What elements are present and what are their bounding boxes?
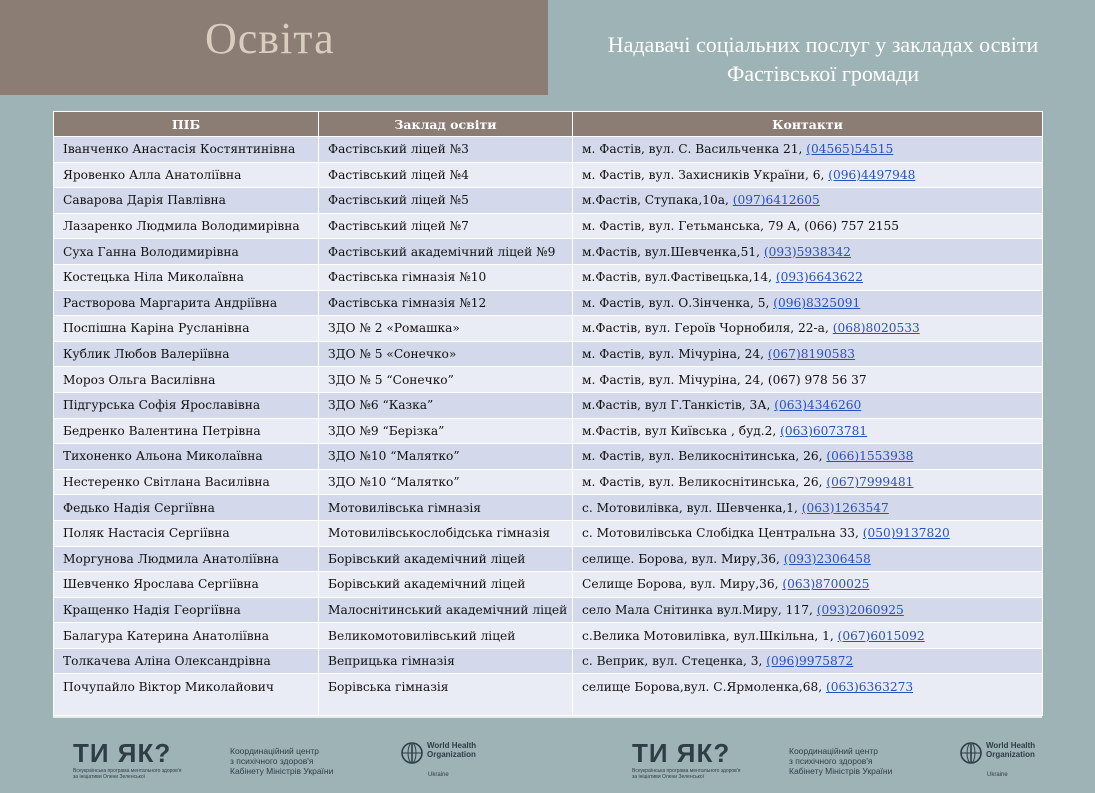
cell-name: Яровенко Алла Анатоліївна — [54, 162, 319, 188]
cell-contacts — [573, 623, 1043, 649]
cell-name: Поляк Настасія Сергіївна — [54, 520, 319, 546]
who-text — [986, 741, 1046, 759]
table-row — [54, 137, 1043, 163]
header-banner — [0, 0, 548, 95]
coord-line-3: Кабінету Міністрів України — [230, 766, 334, 776]
cell-name: Лазаренко Людмила Володимирівна — [54, 213, 319, 239]
table-row — [54, 316, 1043, 342]
table-row — [54, 213, 1043, 239]
subtitle-line-1: Надавачі соціальних послуг у закладах освіти — [607, 32, 1039, 57]
coord-center-logo — [789, 746, 919, 776]
cell-name: Поспішна Каріна Русланівна — [54, 316, 319, 342]
cell-name: Костецька Ніла Миколаївна — [54, 264, 319, 290]
cell-school: ЗДО №10 “Малятко” — [319, 444, 573, 470]
phone-link[interactable]: (096)4497948 — [828, 167, 916, 182]
table-row — [54, 290, 1043, 316]
cell-contacts — [573, 418, 1043, 444]
phone-link[interactable]: (067)8190583 — [767, 347, 855, 362]
phone-link[interactable]: (093)6643622 — [775, 270, 863, 285]
providers-table-container — [53, 111, 1042, 718]
table-row — [54, 188, 1043, 214]
cell-contacts — [573, 341, 1043, 367]
cell-school: Фастівська гімназія №12 — [319, 290, 573, 316]
page-subtitle — [558, 30, 1088, 88]
phone-link[interactable]: (063)6363273 — [826, 680, 914, 695]
coord-line-3: Кабінету Міністрів України — [789, 766, 893, 776]
table-row — [54, 469, 1043, 495]
phone-link[interactable]: (063)4346260 — [774, 398, 862, 413]
phone-link[interactable]: (063)8700025 — [782, 577, 870, 592]
who-country: Ukraine — [428, 772, 449, 778]
cell-contacts — [573, 546, 1043, 572]
contact-address: м. Фастів, вул. Мічуріна, 24, (067) 978 56 37 — [582, 372, 867, 387]
cell-contacts — [573, 213, 1043, 239]
cell-name: Растворова Маргарита Андріївна — [54, 290, 319, 316]
phone-link[interactable]: (097)6412605 — [732, 193, 820, 208]
providers-table — [53, 111, 1043, 716]
table-row — [54, 367, 1043, 393]
cell-name: Федько Надія Сергіївна — [54, 495, 319, 521]
contact-address: селище. Борова, вул. Миру,36, — [582, 551, 784, 566]
cell-school: Мотовилівськослобідська гімназія — [319, 520, 573, 546]
contact-address: м. Фастів, вул. Захисників України, 6, — [582, 167, 829, 182]
cell-school: Малоснітинський академічний ліцей — [319, 597, 573, 623]
tiak-logo — [73, 738, 183, 780]
who-logo — [959, 741, 1046, 778]
cell-school: ЗДО № 5 «Сонечко» — [319, 341, 573, 367]
cell-name: Шевченко Ярослава Сергіївна — [54, 572, 319, 598]
cell-contacts — [573, 137, 1043, 163]
cell-contacts — [573, 188, 1043, 214]
cell-school: ЗДО №10 “Малятко” — [319, 469, 573, 495]
table-row — [54, 495, 1043, 521]
cell-contacts — [573, 290, 1043, 316]
cell-contacts — [573, 597, 1043, 623]
contact-address: м.Фастів, Ступака,10а, — [582, 193, 733, 208]
contact-address: село Мала Снітинка вул.Миру, 117, — [582, 602, 817, 617]
table-body — [54, 137, 1043, 716]
table-row — [54, 546, 1043, 572]
contact-address: м. Фастів, вул. Великоснітинська, 26, — [582, 475, 827, 490]
cell-school: ЗДО №9 “Берізка” — [319, 418, 573, 444]
coord-center-logo — [230, 746, 360, 776]
contact-address: с. Веприк, вул. Стеценка, 3, — [582, 654, 767, 669]
table-row — [54, 674, 1043, 716]
phone-link[interactable]: (093)5938342 — [763, 244, 851, 259]
contact-address: м. Фастів, вул. С. Васильченка 21, — [582, 142, 807, 157]
tiak-caption: Всеукраїнська програма ментального здоров'я за ініціативи Олени Зеленської — [632, 768, 741, 780]
cell-contacts — [573, 162, 1043, 188]
table-row — [54, 597, 1043, 623]
phone-link[interactable]: (093)2060925 — [816, 602, 904, 617]
cell-name: Толкачева Аліна Олександрівна — [54, 648, 319, 674]
cell-school: ЗДО №6 “Казка” — [319, 392, 573, 418]
cell-school: Мотовилівська гімназія — [319, 495, 573, 521]
table-row — [54, 162, 1043, 188]
who-emblem-icon — [959, 741, 983, 765]
cell-name: Нестеренко Світлана Василівна — [54, 469, 319, 495]
table-row — [54, 444, 1043, 470]
cell-contacts — [573, 392, 1043, 418]
cell-contacts — [573, 674, 1043, 716]
contact-address: Селище Борова, вул. Миру,36, — [582, 577, 783, 592]
contact-address: с.Велика Мотовилівка, вул.Шкільна, 1, — [582, 628, 838, 643]
cell-contacts — [573, 495, 1043, 521]
table-row — [54, 392, 1043, 418]
cell-contacts — [573, 469, 1043, 495]
cell-name: Балагура Катерина Анатоліївна — [54, 623, 319, 649]
cell-name: Іванченко Анастасія Костянтинівна — [54, 137, 319, 163]
table-row — [54, 264, 1043, 290]
phone-link[interactable]: (067)7999481 — [826, 475, 914, 490]
coord-line-2: з психічного здоров'я — [230, 756, 314, 766]
cell-name: Кращенко Надія Георгіївна — [54, 597, 319, 623]
who-line-2: Organization — [427, 750, 476, 759]
tiak-caption: Всеукраїнська програма ментального здоров'я за ініціативи Олени Зеленської — [73, 768, 182, 780]
cell-contacts — [573, 444, 1043, 470]
subtitle-line-2: Фастівської громади — [727, 61, 919, 86]
banner-title: Освіта — [205, 14, 335, 63]
contact-address: м.Фастів, вул.Фастівецька,14, — [582, 270, 776, 285]
phone-link[interactable]: (093)2306458 — [783, 551, 871, 566]
cell-school: Борівська гімназія — [319, 674, 573, 716]
table-row — [54, 572, 1043, 598]
phone-link[interactable]: (096)9975872 — [766, 654, 854, 669]
phone-link[interactable]: (067)6015092 — [837, 628, 925, 643]
cell-name: Підгурська Софія Ярославівна — [54, 392, 319, 418]
table-row — [54, 648, 1043, 674]
column-header-school: Заклад освіти — [319, 112, 573, 137]
table-row — [54, 239, 1043, 265]
phone-link[interactable]: (050)9137820 — [862, 526, 950, 541]
cell-name: Бедренко Валентина Петрівна — [54, 418, 319, 444]
phone-link[interactable]: (063)1263547 — [801, 500, 889, 515]
contact-address: м. Фастів, вул. О.Зінченка, 5, — [582, 295, 774, 310]
cell-contacts — [573, 239, 1043, 265]
cell-contacts — [573, 520, 1043, 546]
cell-contacts — [573, 316, 1043, 342]
contact-address: с. Мотовилівка, вул. Шевченка,1, — [582, 500, 802, 515]
who-country: Ukraine — [987, 772, 1008, 778]
phone-link[interactable]: (066)1553938 — [826, 449, 914, 464]
cell-contacts — [573, 648, 1043, 674]
cell-school: Фастівський ліцей №4 — [319, 162, 573, 188]
table-row — [54, 623, 1043, 649]
cell-contacts — [573, 572, 1043, 598]
cell-school: Борівський академічний ліцей — [319, 546, 573, 572]
column-header-name: ПІБ — [54, 112, 319, 137]
table-row — [54, 520, 1043, 546]
tiak-logo — [632, 738, 742, 780]
contact-address: селище Борова,вул. С.Ярмоленка,68, — [582, 680, 827, 695]
contact-address: м.Фастів, вул.Шевченка,51, — [582, 244, 764, 259]
tiak-logo-text: ТИ ЯК? — [632, 738, 731, 768]
who-text — [427, 741, 487, 759]
cell-school: Фастівська гімназія №10 — [319, 264, 573, 290]
cell-school: Великомотовилівський ліцей — [319, 623, 573, 649]
contact-address: с. Мотовилівська Слобідка Центральна 33, — [582, 526, 863, 541]
cell-name: Почупайло Віктор Миколайович — [54, 674, 319, 716]
cell-name: Кублик Любов Валеріївна — [54, 341, 319, 367]
cell-school: Фастівський ліцей №7 — [319, 213, 573, 239]
phone-link[interactable]: (04565)54515 — [806, 142, 894, 157]
contact-address: м.Фастів, вул. Героїв Чорнобиля, 22-а, — [582, 321, 833, 336]
table-row — [54, 341, 1043, 367]
phone-link[interactable]: (096)8325091 — [773, 295, 861, 310]
cell-name: Тихоненко Альона Миколаївна — [54, 444, 319, 470]
table-header-row — [54, 112, 1043, 137]
cell-school: Фастівський академічний ліцей №9 — [319, 239, 573, 265]
who-logo — [400, 741, 487, 778]
table-row — [54, 418, 1043, 444]
cell-school: Фастівський ліцей №5 — [319, 188, 573, 214]
contact-address: м.Фастів, вул Київська , буд.2, — [582, 423, 781, 438]
cell-name: Мороз Ольга Василівна — [54, 367, 319, 393]
contact-address: м. Фастів, вул. Великоснітинська, 26, — [582, 449, 827, 464]
phone-link[interactable]: (068)8020533 — [832, 321, 920, 336]
cell-school: ЗДО № 2 «Ромашка» — [319, 316, 573, 342]
cell-school: ЗДО № 5 “Сонечко” — [319, 367, 573, 393]
contact-address: м. Фастів, вул. Мічуріна, 24, — [582, 347, 768, 362]
contact-address: м. Фастів, вул. Гетьманська, 79 А, (066) 757 2155 — [582, 219, 899, 234]
coord-line-2: з психічного здоров'я — [789, 756, 873, 766]
who-emblem-icon — [400, 741, 424, 765]
who-line-2: Organization — [986, 750, 1035, 759]
column-header-contacts: Контакти — [573, 112, 1043, 137]
who-line-1: World Health — [986, 741, 1036, 750]
cell-school: Борівський академічний ліцей — [319, 572, 573, 598]
cell-contacts — [573, 367, 1043, 393]
cell-name: Суха Ганна Володимирівна — [54, 239, 319, 265]
contact-address: м.Фастів, вул Г.Танкістів, 3А, — [582, 398, 775, 413]
cell-school: Веприцька гімназія — [319, 648, 573, 674]
cell-school: Фастівський ліцей №3 — [319, 137, 573, 163]
coord-line-1: Координаційний центр — [230, 746, 319, 756]
tiak-logo-text: ТИ ЯК? — [73, 738, 172, 768]
coord-line-1: Координаційний центр — [789, 746, 878, 756]
cell-name: Саварова Дарія Павлівна — [54, 188, 319, 214]
cell-name: Моргунова Людмила Анатоліївна — [54, 546, 319, 572]
who-line-1: World Health — [427, 741, 477, 750]
phone-link[interactable]: (063)6073781 — [780, 423, 868, 438]
cell-contacts — [573, 264, 1043, 290]
